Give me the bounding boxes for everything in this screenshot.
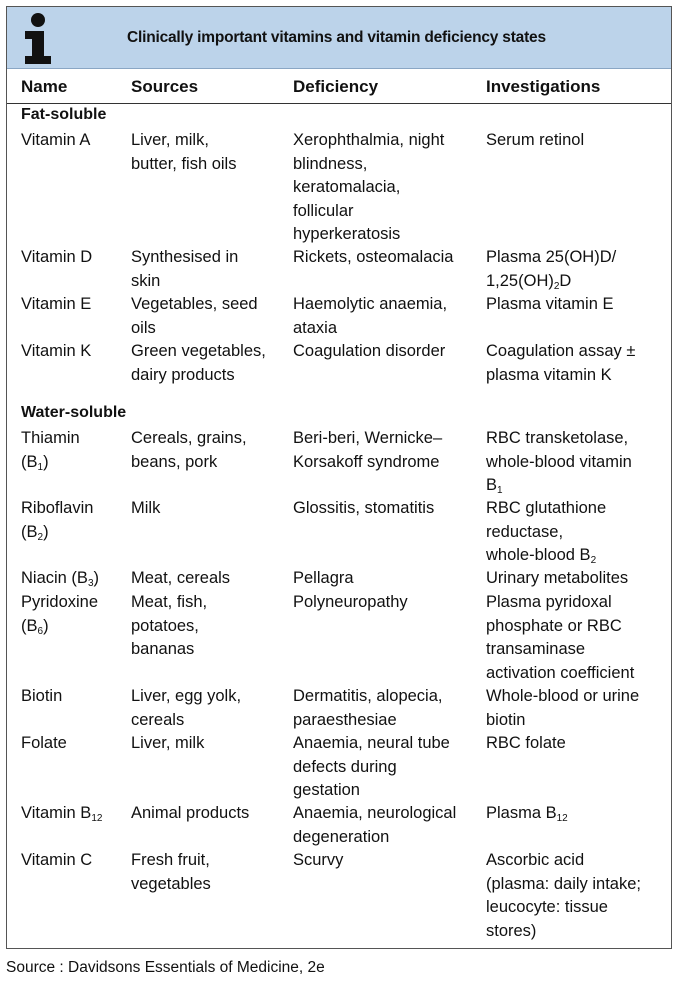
- cell-sources: vegetables: [131, 874, 211, 893]
- cell-investigations: Ascorbic acid: [486, 851, 585, 869]
- cell-name: Vitamin C: [21, 851, 93, 869]
- cell-name: $(B_1)$: [21, 452, 49, 473]
- source-note: Source : Davidsons Essentials of Medicine, 2e: [6, 959, 325, 976]
- header-deficiency: Deficiency: [293, 77, 379, 96]
- cell-deficiency: follicular: [293, 201, 354, 220]
- cell-sources: Fresh fruit,: [131, 851, 210, 869]
- cell-sources: dairy products: [131, 365, 235, 384]
- header-name: Name: [21, 77, 68, 96]
- cell-sources: Liver, milk: [131, 734, 205, 752]
- cell-deficiency: defects during: [293, 757, 397, 776]
- cell-sources: skin: [131, 271, 161, 290]
- cell-investigations: whole-blood vitamin: [486, 452, 632, 471]
- cell-sources: Liver, milk,: [131, 131, 209, 149]
- cell-investigations: $1,25(OH)_2D$: [486, 271, 572, 292]
- cell-investigations: reductase,: [486, 522, 564, 541]
- cell-deficiency: Beri-beri, Wernicke–: [293, 429, 443, 447]
- cell-deficiency: Anaemia, neural tube: [293, 734, 450, 752]
- cell-name: Folate: [21, 734, 67, 752]
- title-bar: [7, 7, 671, 69]
- cell-sources: Animal products: [131, 804, 250, 822]
- cell-name: Thiamin: [21, 429, 80, 447]
- cell-deficiency: Scurvy: [293, 851, 344, 869]
- cell-name: Niacin $(B_3)$: [21, 569, 99, 589]
- cell-investigations: Serum retinol: [486, 131, 585, 149]
- cell-deficiency: hyperkeratosis: [293, 225, 401, 243]
- cell-sources: Vegetables, seed: [131, 295, 258, 313]
- cell-investigations: Coagulation assay ±: [486, 342, 636, 360]
- cell-sources: Cereals, grains,: [131, 429, 247, 447]
- cell-deficiency: Korsakoff syndrome: [293, 452, 440, 471]
- cell-investigations: Plasma 25(OH)D/: [486, 248, 617, 266]
- cell-investigations: Plasma vitamin E: [486, 295, 614, 313]
- cell-name: $(B_2)$: [21, 522, 49, 543]
- cell-name: Vitamin $B_{12}$: [21, 804, 103, 824]
- cell-sources: beans, pork: [131, 452, 218, 471]
- cell-deficiency: Coagulation disorder: [293, 342, 446, 360]
- cell-sources: Synthesised in: [131, 248, 239, 266]
- cell-name: Vitamin K: [21, 342, 92, 360]
- cell-investigations: activation coefficient: [486, 663, 635, 682]
- cell-deficiency: Polyneuropathy: [293, 593, 408, 611]
- cell-deficiency: Pellagra: [293, 569, 354, 587]
- cell-deficiency: ataxia: [293, 318, 338, 337]
- cell-name: Riboflavin: [21, 499, 94, 517]
- cell-name: Pyridoxine: [21, 593, 99, 611]
- cell-investigations: biotin: [486, 710, 526, 729]
- cell-investigations: plasma vitamin K: [486, 365, 612, 384]
- cell-investigations: (plasma: daily intake;: [486, 874, 641, 893]
- cell-deficiency: blindness,: [293, 154, 368, 173]
- cell-deficiency: gestation: [293, 781, 360, 799]
- cell-sources: bananas: [131, 640, 195, 658]
- cell-investigations: Plasma pyridoxal: [486, 593, 612, 611]
- section-label: Fat-soluble: [21, 106, 107, 123]
- cell-sources: Green vegetables,: [131, 342, 266, 360]
- header-row: [7, 68, 671, 104]
- info-icon: [11, 10, 67, 66]
- cell-deficiency: Anaemia, neurological: [293, 804, 457, 822]
- vitamin-table-box: [6, 6, 672, 949]
- cell-name: Vitamin D: [21, 248, 93, 266]
- cell-deficiency: Xerophthalmia, night: [293, 131, 445, 149]
- cell-name: Vitamin E: [21, 295, 92, 313]
- cell-name: Vitamin A: [21, 131, 91, 149]
- cell-deficiency: Glossitis, stomatitis: [293, 499, 435, 517]
- cell-deficiency: degeneration: [293, 827, 390, 846]
- cell-investigations: stores): [486, 921, 537, 940]
- cell-sources: Liver, egg yolk,: [131, 687, 242, 705]
- header-investigations: Investigations: [486, 77, 601, 96]
- cell-sources: Meat, fish,: [131, 593, 208, 611]
- cell-deficiency: Haemolytic anaemia,: [293, 295, 448, 313]
- cell-sources: Meat, cereals: [131, 569, 231, 587]
- cell-deficiency: Rickets, osteomalacia: [293, 248, 454, 266]
- cell-investigations: $B_1$: [486, 476, 503, 496]
- header-sources: Sources: [131, 77, 199, 96]
- cell-investigations: whole-blood $B_2$: [486, 546, 597, 566]
- cell-investigations: leucocyte: tissue: [486, 898, 608, 916]
- cell-deficiency: paraesthesiae: [293, 710, 397, 729]
- cell-sources: cereals: [131, 710, 185, 729]
- cell-investigations: Whole-blood or urine: [486, 687, 640, 705]
- cell-investigations: phosphate or RBC: [486, 616, 622, 635]
- cell-sources: butter, fish oils: [131, 154, 237, 173]
- cell-investigations: Urinary metabolites: [486, 569, 629, 587]
- cell-name: Biotin: [21, 687, 63, 705]
- cell-deficiency: keratomalacia,: [293, 178, 401, 196]
- cell-investigations: transaminase: [486, 640, 586, 658]
- cell-deficiency: Dermatitis, alopecia,: [293, 687, 443, 705]
- cell-investigations: RBC glutathione: [486, 499, 607, 517]
- cell-sources: Milk: [131, 499, 161, 517]
- cell-name: $(B_6)$: [21, 616, 49, 637]
- section-label: Water-soluble: [21, 404, 127, 421]
- cell-investigations: RBC folate: [486, 734, 566, 752]
- cell-investigations: Plasma $B_{12}$: [486, 804, 568, 824]
- cell-sources: oils: [131, 318, 156, 337]
- cell-investigations: RBC transketolase,: [486, 429, 629, 447]
- cell-sources: potatoes,: [131, 616, 199, 635]
- table-title: Clinically important vitamins and vitamin deficiency states: [127, 29, 546, 46]
